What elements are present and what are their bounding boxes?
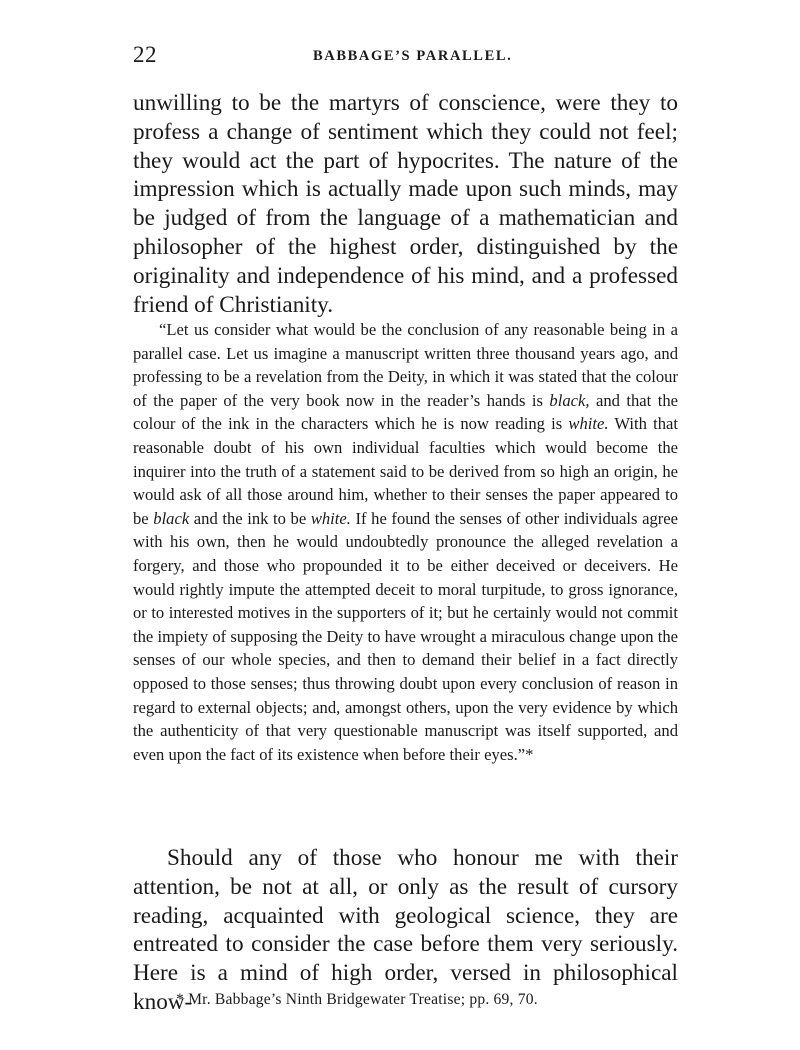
quote-text: “Let us consider what would be the conclusion of any reasonable being in a parallel case. Let us imagine a manuscript written three thousand years ago, and professing to be a revelation from the Deity, in which it was stated that the colour of the paper of the very book now in the reader’s hands is bbox=[133, 320, 678, 410]
quote-emphasis: white. bbox=[568, 414, 609, 434]
quote-emphasis: black bbox=[153, 508, 190, 528]
page-number: 22 bbox=[133, 42, 157, 67]
block-quote bbox=[133, 318, 678, 766]
quote-text: and that the colour of the ink in the characters which he is now reading is bbox=[133, 390, 679, 434]
running-title: BABBAGE’S PARALLEL. bbox=[313, 48, 513, 64]
quote-emphasis: black, bbox=[549, 390, 590, 410]
body-paragraph-1: unwilling to be the martyrs of conscience, were they to profess a change of sentiment which they could not feel; they would act the part of hypocrites. The nature of the impression which is actually made upon such minds, may be judged of from the language of a mathematician and philosopher of the highest order, distinguished by the originality and independence of his mind, and a professed friend of Christianity. bbox=[133, 90, 678, 318]
body-paragraph-2: Should any of those who honour me with their attention, be not at all, or only as the result of cursory reading, acquainted with geological science, they are entreated to consider the case before them very seriously. Here is a mind of high order, versed in philosophical know- bbox=[133, 845, 678, 1015]
quote-text: If he found the senses of other individuals agree with his own, then he would undoubtedly pronounce the alleged revelation a forgery, and those who propounded it to be either deceived or deceivers. He would rightly impute the attempted deceit to moral turpitude, to gross ignorance, or to interested motives in the supporters of it; but he certainly would not commit the impiety of supposing the Deity to have wrought a miraculous change upon the senses of our whole species, and then to demand their belief in a fact directly opposed to those senses; thus throwing doubt upon every conclusion of reason in regard to external objects; and, amongst others, upon the very evidence by which the authenticity of that very questionable manuscript was itself supported, and even upon the fact of its existence when before their eyes.”* bbox=[133, 508, 678, 764]
quote-text: With that reasonable doubt of his own individual faculties which would become the inquirer into the truth of a statement said to be derived from so high an origin, he would ask of all those around him, whether to their senses the paper appeared to be bbox=[133, 414, 678, 528]
running-head bbox=[133, 42, 678, 72]
quote-emphasis: white. bbox=[310, 508, 351, 528]
footnote: * Mr. Babbage’s Ninth Bridgewater Treatise; pp. 69, 70. bbox=[176, 991, 538, 1008]
quote-text: and the ink to be bbox=[189, 508, 311, 528]
